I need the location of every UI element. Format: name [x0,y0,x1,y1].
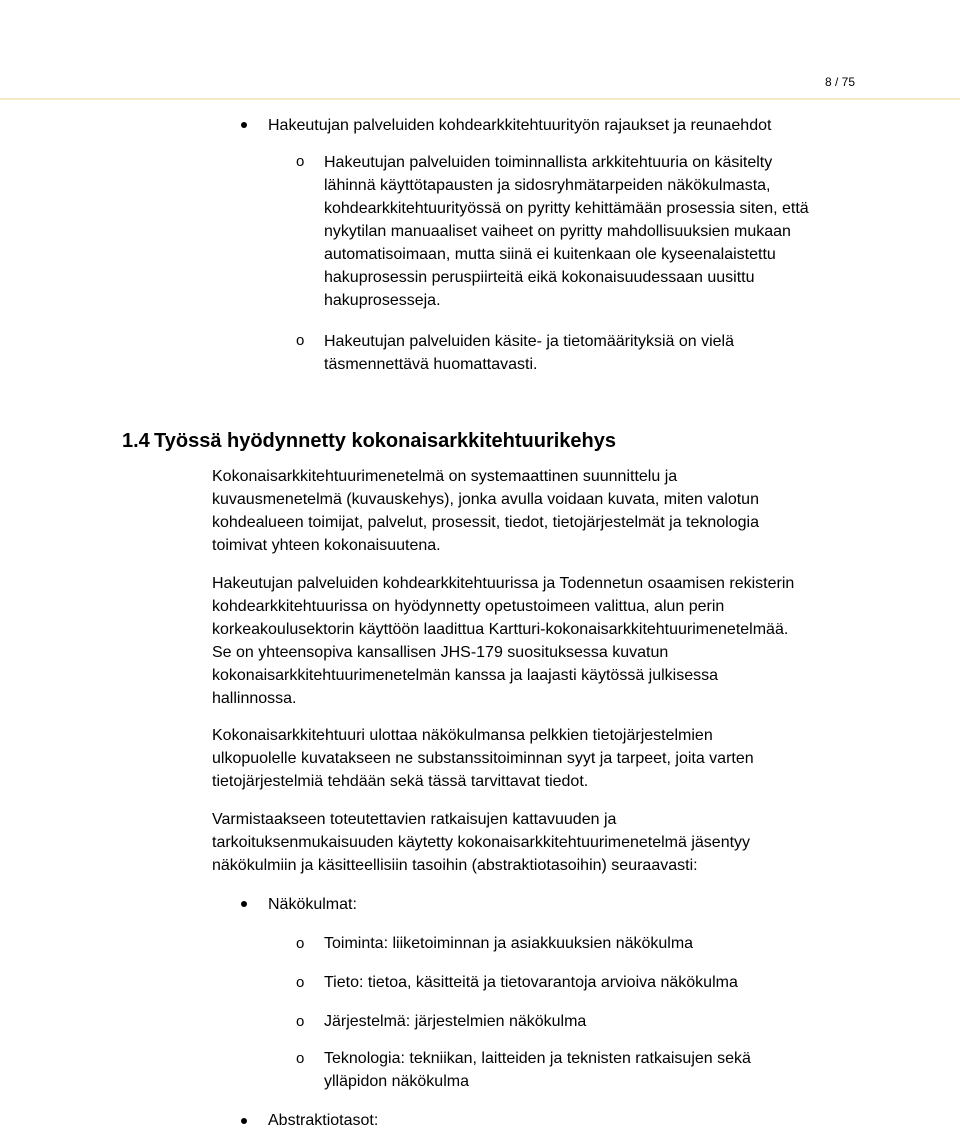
sub-bullet-marker: o [296,974,305,991]
text-line: Teknologia: tekniikan, laitteiden ja teknisten ratkaisujen sekä [324,1050,751,1067]
text-line: Järjestelmä: järjestelmien näkökulma [324,1013,587,1030]
sub-bullet-marker: o [296,332,305,349]
text-line: tarkoituksenmukaisuuden käytetty kokonaisarkkitehtuurimenetelmä jäsentyy [212,834,751,851]
section-number: 1.4 [122,430,150,452]
sub-bullet-concept-definitions [324,330,734,376]
text-line: Toiminta: liiketoiminnan ja asiakkuuksien näkökulma [324,935,694,952]
viewpoint-item [324,1047,751,1093]
paragraph [212,808,750,877]
text-line: kohdearkkitehtuurissa on hyödynnetty opetustoimeen valittua, alun perin [212,598,725,615]
text-line: Tieto: tietoa, käsitteitä ja tietovarantoja arvioiva näkökulma [324,974,738,991]
paragraph [212,465,759,557]
text-line: nykytilan manuaaliset vaiheet on pyritty mahdollisuuksien mukaan [324,223,791,240]
viewpoint-item [324,1010,586,1033]
text-line: lähinnä käyttötapausten ja sidosryhmätarpeiden näkökulmasta, [324,177,771,194]
page-number: 8 / 75 [824,75,855,89]
text-line: Kokonaisarkkitehtuuri ulottaa näkökulmansa pelkkien tietojärjestelmien [212,727,713,744]
text-line: hakuprosessin peruspiirteitä eikä kokonaisuudessaan uusittu [324,269,755,286]
section-title: Työssä hyödynnetty kokonaisarkkitehtuurikehys [154,430,617,452]
sub-bullet-functional-architecture [324,151,809,312]
text-line: korkeakoulusektorin käyttöön laadittua Kartturi-kokonaisarkkitehtuurimenetelmää. [212,621,789,638]
bullet-dot [241,901,247,907]
bullet-scope: Hakeutujan palveluiden kohdearkkitehtuurityön rajaukset ja reunaehdot [268,117,772,134]
text-line: Se on yhteensopiva kansallisen JHS-179 suosituksessa kuvatun [212,644,669,661]
paragraph [212,724,754,793]
viewpoint-item [324,971,738,994]
text-line: hakuprosesseja. [324,292,441,309]
text-line: näkökulmiin ja käsitteellisiin tasoihin (abstraktiotasoihin) seuraavasti: [212,857,698,874]
text-line: Hakeutujan palveluiden käsite- ja tietomäärityksiä on vielä [324,333,734,350]
text-line: automatisoimaan, mutta siinä ei kuitenkaan ole kyseenalaistettu [324,246,776,263]
text-line: täsmennettävä huomattavasti. [324,356,538,373]
sub-bullet-marker: o [296,1050,305,1067]
paragraph [212,572,794,710]
bullet-dot [241,122,247,128]
sub-bullet-marker: o [296,1013,305,1030]
text-line: kohdealueen toimijat, palvelut, prosessit, tiedot, tietojärjestelmät ja teknologia [212,514,759,531]
text-line: kohdearkkitehtuurityössä on pyritty kehittämään prosessia siten, että [324,200,809,217]
text-line: toimivat yhteen kokonaisuutena. [212,537,441,554]
text-line: hallinnossa. [212,690,297,707]
text-line: tietojärjestelmiä tehdään sekä tässä tarvittavat tiedot. [212,773,589,790]
text-line: Hakeutujan palveluiden toiminnallista arkkitehtuuria on käsitelty [324,154,773,171]
text-line: kuvausmenetelmä (kuvauskehys), jonka avulla voidaan kuvata, miten valotun [212,491,759,508]
bullet-dot [241,1118,247,1124]
text-line: Kokonaisarkkitehtuurimenetelmä on systemaattinen suunnittelu ja [212,468,678,485]
text-line: kokonaisarkkitehtuurimenetelmän kanssa ja laajasti käytössä julkisessa [212,667,719,684]
viewpoint-item [324,932,693,955]
sub-bullet-marker: o [296,153,305,170]
text-line: ulkopuolelle kuvatakseen ne substanssitoiminnan syyt ja tarpeet, joita varten [212,750,754,767]
header-divider [0,98,960,100]
text-line: Varmistaakseen toteutettavien ratkaisujen kattavuuden ja [212,811,617,828]
text-line: Hakeutujan palveluiden kohdearkkitehtuurissa ja Todennetun osaamisen rekisterin [212,575,795,592]
sub-bullet-marker: o [296,935,305,952]
bullet-viewpoints: Näkökulmat: [268,896,357,913]
bullet-abstraction-levels: Abstraktiotasot: [268,1112,379,1129]
text-line: ylläpidon näkökulma [324,1073,469,1090]
section-heading [122,428,616,454]
